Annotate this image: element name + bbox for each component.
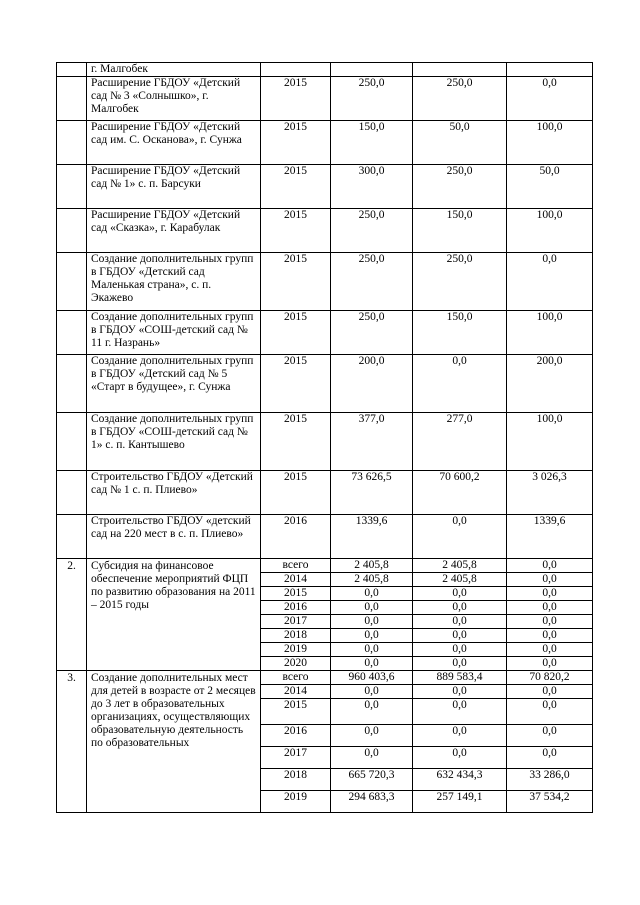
table-row (57, 515, 593, 559)
total-value: 665 720,3 (331, 769, 413, 791)
row-number (57, 253, 87, 311)
table-row (57, 413, 593, 471)
federal-value: 0,0 (413, 601, 507, 615)
total-value: 250,0 (331, 311, 413, 355)
total-value: 250,0 (331, 253, 413, 311)
total-value: 0,0 (331, 747, 413, 769)
item-name: Расширение ГБДОУ «Детский сад № 3 «Солнышко», г. Малгобек (87, 77, 261, 121)
row-number (57, 209, 87, 253)
section-number: 2. (57, 559, 87, 671)
regional-value: 0,0 (507, 725, 593, 747)
row-number (57, 515, 87, 559)
regional-value: 0,0 (507, 601, 593, 615)
item-name: Создание дополнительных групп в ГБДОУ «Детский сад № 5 «Старт в будущее», г. Сунжа (87, 355, 261, 413)
federal-value: 277,0 (413, 413, 507, 471)
year-cell: 2018 (261, 629, 331, 643)
federal-value: 889 583,4 (413, 671, 507, 685)
year-cell: 2020 (261, 657, 331, 671)
year-cell: всего (261, 671, 331, 685)
regional-value (507, 63, 593, 77)
year-cell: 2016 (261, 601, 331, 615)
table-row (57, 121, 593, 165)
regional-value: 50,0 (507, 165, 593, 209)
regional-value: 0,0 (507, 573, 593, 587)
regional-value: 100,0 (507, 311, 593, 355)
federal-value: 0,0 (413, 699, 507, 725)
table-row (57, 165, 593, 209)
regional-value: 100,0 (507, 121, 593, 165)
federal-value: 250,0 (413, 253, 507, 311)
year-cell: 2019 (261, 791, 331, 813)
section-name: Создание дополнительных мест для детей в возрасте от 2 месяцев до 3 лет в образовательных организациях, осуществляющих образовательную деятельность по образовательных (87, 671, 261, 813)
row-number (57, 165, 87, 209)
federal-value: 0,0 (413, 615, 507, 629)
federal-value: 50,0 (413, 121, 507, 165)
total-value: 73 626,5 (331, 471, 413, 515)
federal-value: 2 405,8 (413, 573, 507, 587)
row-number (57, 471, 87, 515)
total-value: 250,0 (331, 209, 413, 253)
year-cell: 2016 (261, 515, 331, 559)
item-name: Расширение ГБДОУ «Детский сад им. С. Осканова», г. Сунжа (87, 121, 261, 165)
table-row (57, 209, 593, 253)
year-cell: 2019 (261, 643, 331, 657)
year-cell: 2015 (261, 121, 331, 165)
federal-value: 0,0 (413, 725, 507, 747)
regional-value: 0,0 (507, 685, 593, 699)
federal-value: 250,0 (413, 165, 507, 209)
federal-value: 257 149,1 (413, 791, 507, 813)
total-value: 0,0 (331, 587, 413, 601)
federal-value: 0,0 (413, 355, 507, 413)
section-number: 3. (57, 671, 87, 813)
year-cell: 2014 (261, 573, 331, 587)
total-value: 2 405,8 (331, 559, 413, 573)
year-cell: 2015 (261, 77, 331, 121)
year-cell: 2015 (261, 587, 331, 601)
total-value (331, 63, 413, 77)
item-name: Создание дополнительных групп в ГБДОУ «СОШ-детский сад № 11 г. Назрань» (87, 311, 261, 355)
regional-value: 0,0 (507, 77, 593, 121)
regional-value: 100,0 (507, 413, 593, 471)
year-cell: 2017 (261, 615, 331, 629)
year-cell: 2015 (261, 253, 331, 311)
budget-table (56, 62, 593, 813)
item-name: Расширение ГБДОУ «Детский сад № 1» с. п. Барсуки (87, 165, 261, 209)
federal-value: 2 405,8 (413, 559, 507, 573)
total-value: 200,0 (331, 355, 413, 413)
total-value: 250,0 (331, 77, 413, 121)
regional-value: 3 026,3 (507, 471, 593, 515)
table-row (57, 671, 593, 685)
year-cell: 2014 (261, 685, 331, 699)
federal-value: 0,0 (413, 515, 507, 559)
federal-value: 150,0 (413, 311, 507, 355)
regional-value: 0,0 (507, 253, 593, 311)
total-value: 0,0 (331, 643, 413, 657)
year-cell: всего (261, 559, 331, 573)
total-value: 0,0 (331, 657, 413, 671)
total-value: 0,0 (331, 699, 413, 725)
year-cell: 2017 (261, 747, 331, 769)
total-value: 377,0 (331, 413, 413, 471)
row-number (57, 413, 87, 471)
regional-value: 0,0 (507, 657, 593, 671)
item-name: Строительство ГБДОУ «Детский сад № 1 с. п. Плиево» (87, 471, 261, 515)
year-cell: 2015 (261, 311, 331, 355)
year-cell (261, 63, 331, 77)
total-value: 0,0 (331, 601, 413, 615)
table-row (57, 355, 593, 413)
regional-value: 70 820,2 (507, 671, 593, 685)
federal-value (413, 63, 507, 77)
table-row (57, 63, 593, 77)
total-value: 300,0 (331, 165, 413, 209)
total-value: 0,0 (331, 725, 413, 747)
regional-value: 33 286,0 (507, 769, 593, 791)
year-cell: 2015 (261, 165, 331, 209)
row-number (57, 63, 87, 77)
total-value: 150,0 (331, 121, 413, 165)
regional-value: 200,0 (507, 355, 593, 413)
row-number (57, 355, 87, 413)
federal-value: 0,0 (413, 685, 507, 699)
item-name: Создание дополнительных групп в ГБДОУ «СОШ-детский сад № 1» с. п. Кантышево (87, 413, 261, 471)
total-value: 0,0 (331, 629, 413, 643)
regional-value: 1339,6 (507, 515, 593, 559)
regional-value: 37 534,2 (507, 791, 593, 813)
federal-value: 0,0 (413, 587, 507, 601)
table-row (57, 253, 593, 311)
federal-value: 632 434,3 (413, 769, 507, 791)
federal-value: 0,0 (413, 747, 507, 769)
regional-value: 0,0 (507, 559, 593, 573)
row-number (57, 77, 87, 121)
federal-value: 0,0 (413, 643, 507, 657)
total-value: 0,0 (331, 685, 413, 699)
row-number (57, 121, 87, 165)
section-name: Субсидия на финансовое обеспечение мероприятий ФЦП по развитию образования на 2011 – 2015 годы (87, 559, 261, 671)
federal-value: 150,0 (413, 209, 507, 253)
total-value: 1339,6 (331, 515, 413, 559)
year-cell: 2016 (261, 725, 331, 747)
year-cell: 2015 (261, 699, 331, 725)
regional-value: 0,0 (507, 643, 593, 657)
table-body (57, 63, 593, 813)
item-name: Строительство ГБДОУ «детский сад на 220 мест в с. п. Плиево» (87, 515, 261, 559)
regional-value: 0,0 (507, 629, 593, 643)
table-row (57, 311, 593, 355)
year-cell: 2018 (261, 769, 331, 791)
federal-value: 0,0 (413, 657, 507, 671)
federal-value: 250,0 (413, 77, 507, 121)
year-cell: 2015 (261, 413, 331, 471)
year-cell: 2015 (261, 355, 331, 413)
regional-value: 0,0 (507, 587, 593, 601)
year-cell: 2015 (261, 471, 331, 515)
item-name: Создание дополнительных групп в ГБДОУ «Детский сад Маленькая страна», с. п. Экажево (87, 253, 261, 311)
row-number (57, 311, 87, 355)
regional-value: 0,0 (507, 747, 593, 769)
table-row (57, 559, 593, 573)
total-value: 294 683,3 (331, 791, 413, 813)
table-row (57, 77, 593, 121)
federal-value: 0,0 (413, 629, 507, 643)
total-value: 0,0 (331, 615, 413, 629)
regional-value: 100,0 (507, 209, 593, 253)
year-cell: 2015 (261, 209, 331, 253)
federal-value: 70 600,2 (413, 471, 507, 515)
total-value: 2 405,8 (331, 573, 413, 587)
regional-value: 0,0 (507, 615, 593, 629)
regional-value: 0,0 (507, 699, 593, 725)
total-value: 960 403,6 (331, 671, 413, 685)
item-name: Расширение ГБДОУ «Детский сад «Сказка», г. Карабулак (87, 209, 261, 253)
item-name: г. Малгобек (87, 63, 261, 77)
table-row (57, 471, 593, 515)
